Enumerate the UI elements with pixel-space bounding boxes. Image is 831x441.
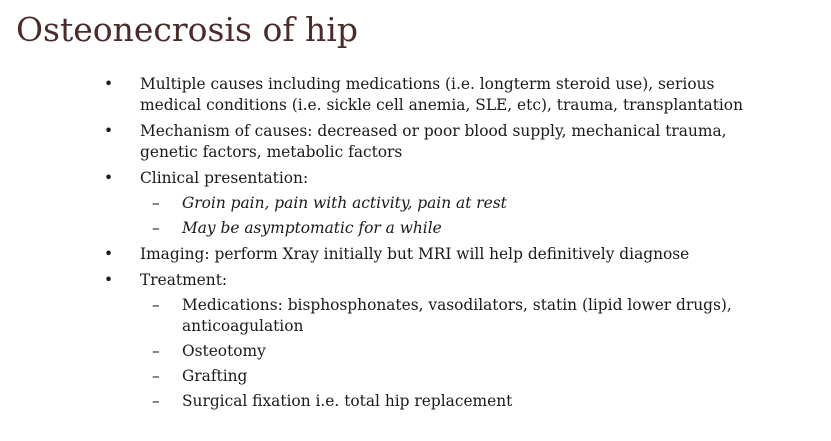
bullet-text-line: Clinical presentation: xyxy=(140,169,309,187)
sub-bullet-item xyxy=(0,218,831,239)
bullet-text-line: Grafting xyxy=(182,367,248,385)
bullet-text xyxy=(140,74,743,116)
sub-bullet-item xyxy=(0,366,831,387)
bullet-text-line: Groin pain, pain with activity, pain at rest xyxy=(182,194,507,212)
bullet-marker: • xyxy=(104,245,114,263)
bullet-text-line: anticoagulation xyxy=(182,317,304,335)
bullet-list xyxy=(0,74,831,412)
bullet-text xyxy=(140,168,308,189)
sub-bullet-item xyxy=(0,341,831,362)
bullet-text xyxy=(182,366,247,387)
dash-marker: – xyxy=(152,194,160,212)
bullet-text xyxy=(140,270,227,291)
bullet-text-line: Surgical fixation i.e. total hip replacement xyxy=(182,392,513,410)
bullet-item xyxy=(0,74,831,116)
bullet-item xyxy=(0,270,831,291)
bullet-marker: • xyxy=(104,271,114,289)
bullet-text xyxy=(182,341,266,362)
dash-marker: – xyxy=(152,367,160,385)
dash-marker: – xyxy=(152,392,160,410)
bullet-marker: • xyxy=(104,122,114,140)
bullet-item xyxy=(0,168,831,189)
bullet-text xyxy=(182,193,507,214)
dash-marker: – xyxy=(152,342,160,360)
bullet-text xyxy=(182,218,442,239)
bullet-text xyxy=(140,244,689,265)
bullet-text-line: genetic factors, metabolic factors xyxy=(140,143,403,161)
sub-bullet-item xyxy=(0,391,831,412)
bullet-text-line: May be asymptomatic for a while xyxy=(182,219,442,237)
bullet-item xyxy=(0,121,831,163)
bullet-text-line: Osteotomy xyxy=(182,342,266,360)
dash-marker: – xyxy=(152,296,160,314)
bullet-marker: • xyxy=(104,169,114,187)
bullet-text-line: Medications: bisphosphonates, vasodilators, statin (lipid lower drugs), xyxy=(182,296,732,314)
bullet-text xyxy=(182,391,512,412)
bullet-text-line: Imaging: perform Xray initially but MRI will help definitively diagnose xyxy=(140,245,690,263)
bullet-text-line: Mechanism of causes: decreased or poor blood supply, mechanical trauma, xyxy=(140,122,727,140)
bullet-text-line: medical conditions (i.e. sickle cell anemia, SLE, etc), trauma, transplantation xyxy=(140,96,743,114)
bullet-marker: • xyxy=(104,75,114,93)
sub-bullet-item xyxy=(0,193,831,214)
bullet-text-line: Treatment: xyxy=(140,271,228,289)
slide-title: Osteonecrosis of hip xyxy=(16,10,358,49)
dash-marker: – xyxy=(152,219,160,237)
bullet-text xyxy=(140,121,727,163)
bullet-text xyxy=(182,295,732,337)
bullet-item xyxy=(0,244,831,265)
bullet-text-line: Multiple causes including medications (i.e. longterm steroid use), serious xyxy=(140,75,715,93)
sub-bullet-item xyxy=(0,295,831,337)
